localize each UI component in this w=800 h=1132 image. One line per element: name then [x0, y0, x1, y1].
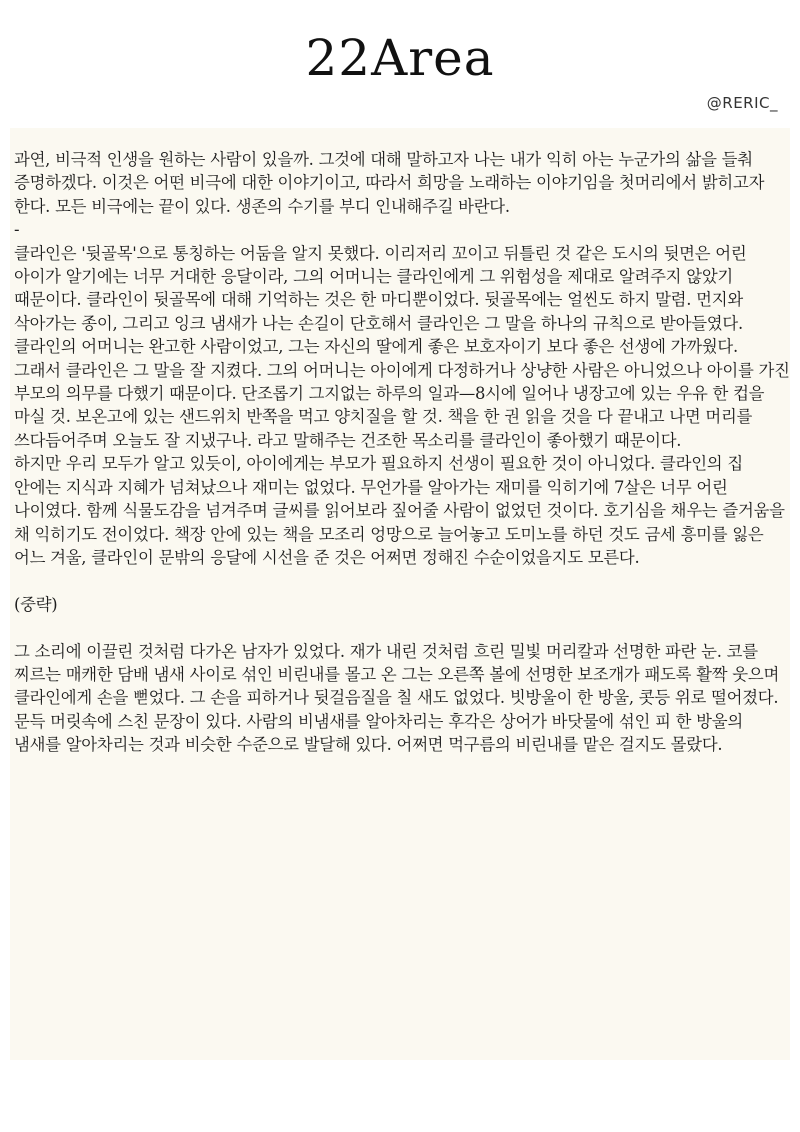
omission-marker: (중략)	[14, 594, 58, 614]
paragraph: 그래서 클라인은 그 말을 잘 지켰다. 그의 어머니는 아이에게 다정하거나 상냥한 사람은 아니었으나 아이를 가진 부모의 의무를 다했기 때문이다. 단조롭기 그지없는 하루의 일과—8시에 일어나 냉장고에 있는 우유 한 컵을 마실 것. 보온고에 있는 샌드위치 반쪽을 먹고 양치질을 할 것. 책을 한 권 읽을 것을 다 끝내고 나면 머리를 쓰다듬어주며 오늘도 잘 지냈구나. 라고 말해주는 건조한 목소리를 클라인이 좋아했기 때문이다.	[14, 360, 790, 450]
page-title: 22Area	[305, 29, 495, 87]
author-handle: @RERIC_	[706, 94, 778, 112]
paragraph: 그 소리에 이끌린 것처럼 다가온 남자가 있었다. 재가 내린 것처럼 흐린 밀빛 머리칼과 선명한 파란 눈. 코를 찌르는 매캐한 담배 냄새 사이로 섞인 비린내를 몰고 온 그는 오른쪽 볼에 선명한 보조개가 패도록 활짝 웃으며 클라인에게 손을 뻗었다. 그 손을 피하거나 뒷걸음질을 칠 새도 없었다. 빗방울이 한 방울, 콧등 위로 떨어졌다. 문득 머릿속에 스친 문장이 있다. 사람의 비냄새를 알아차리는 후각은 상어가 바닷물에 섞인 피 한 방울의 냄새를 알아차리는 것과 비슷한 수준으로 발달해 있다. 어쩌면 먹구름의 비린내를 맡은 걸지도 몰랐다.	[14, 641, 780, 755]
section-divider: -	[14, 220, 20, 240]
paragraph: 하지만 우리 모두가 알고 있듯이, 아이에게는 부모가 필요하지 선생이 필요한 것이 아니었다. 클라인의 집 안에는 지식과 지혜가 넘쳐났으나 재미는 없었다. 무언가를 알아가는 재미를 익히기에 7살은 너무 어린 나이였다. 함께 식물도감을 넘겨주며 글씨를 읽어보라 짚어줄 사람이 없었던 것이다. 호기심을 채우는 즐거움을 채 익히기도 전이었다. 책장 안에 있는 책을 모조리 엉망으로 늘어놓고 도미노를 하던 것도 금세 흥미를 잃은 어느 겨울, 클라인이 문밖의 응달에 시선을 준 것은 어쩌면 정해진 수순이었을지도 모른다.	[14, 454, 785, 567]
spacer	[14, 616, 792, 639]
intro-paragraph: 과연, 비극적 인생을 원하는 사람이 있을까. 그것에 대해 말하고자 나는 내가 익히 아는 누군가의 삶을 들춰 증명하겠다. 이것은 어떤 비극에 대한 이야기이고, 따라서 희망을 노래하는 이야기임을 첫머리에서 밝히고자 한다. 모든 비극에는 끝이 있다. 생존의 수기를 부디 인내해주길 바란다.	[14, 150, 765, 216]
paragraph: 클라인은 '뒷골목'으로 통칭하는 어둠을 알지 못했다. 이리저리 꼬이고 뒤틀린 것 같은 도시의 뒷면은 어린 아이가 알기에는 너무 거대한 응달이라, 그의 어머니는 클라인에게 그 위험성을 제대로 알려주지 않았기 때문이다. 클라인이 뒷골목에 대해 기억하는 것은 한 마디뿐이었다. 뒷골목에는 얼씬도 하지 말렴. 먼지와 삭아가는 종이, 그리고 잉크 냄새가 나는 손길이 단호해서 클라인은 그 말을 하나의 규칙으로 받아들였다. 클라인의 어머니는 완고한 사람이었고, 그는 자신의 딸에게 좋은 보호자이기 보다 좋은 선생에 가까웠다.	[14, 243, 747, 357]
spacer	[14, 569, 792, 592]
story-body	[14, 148, 792, 757]
